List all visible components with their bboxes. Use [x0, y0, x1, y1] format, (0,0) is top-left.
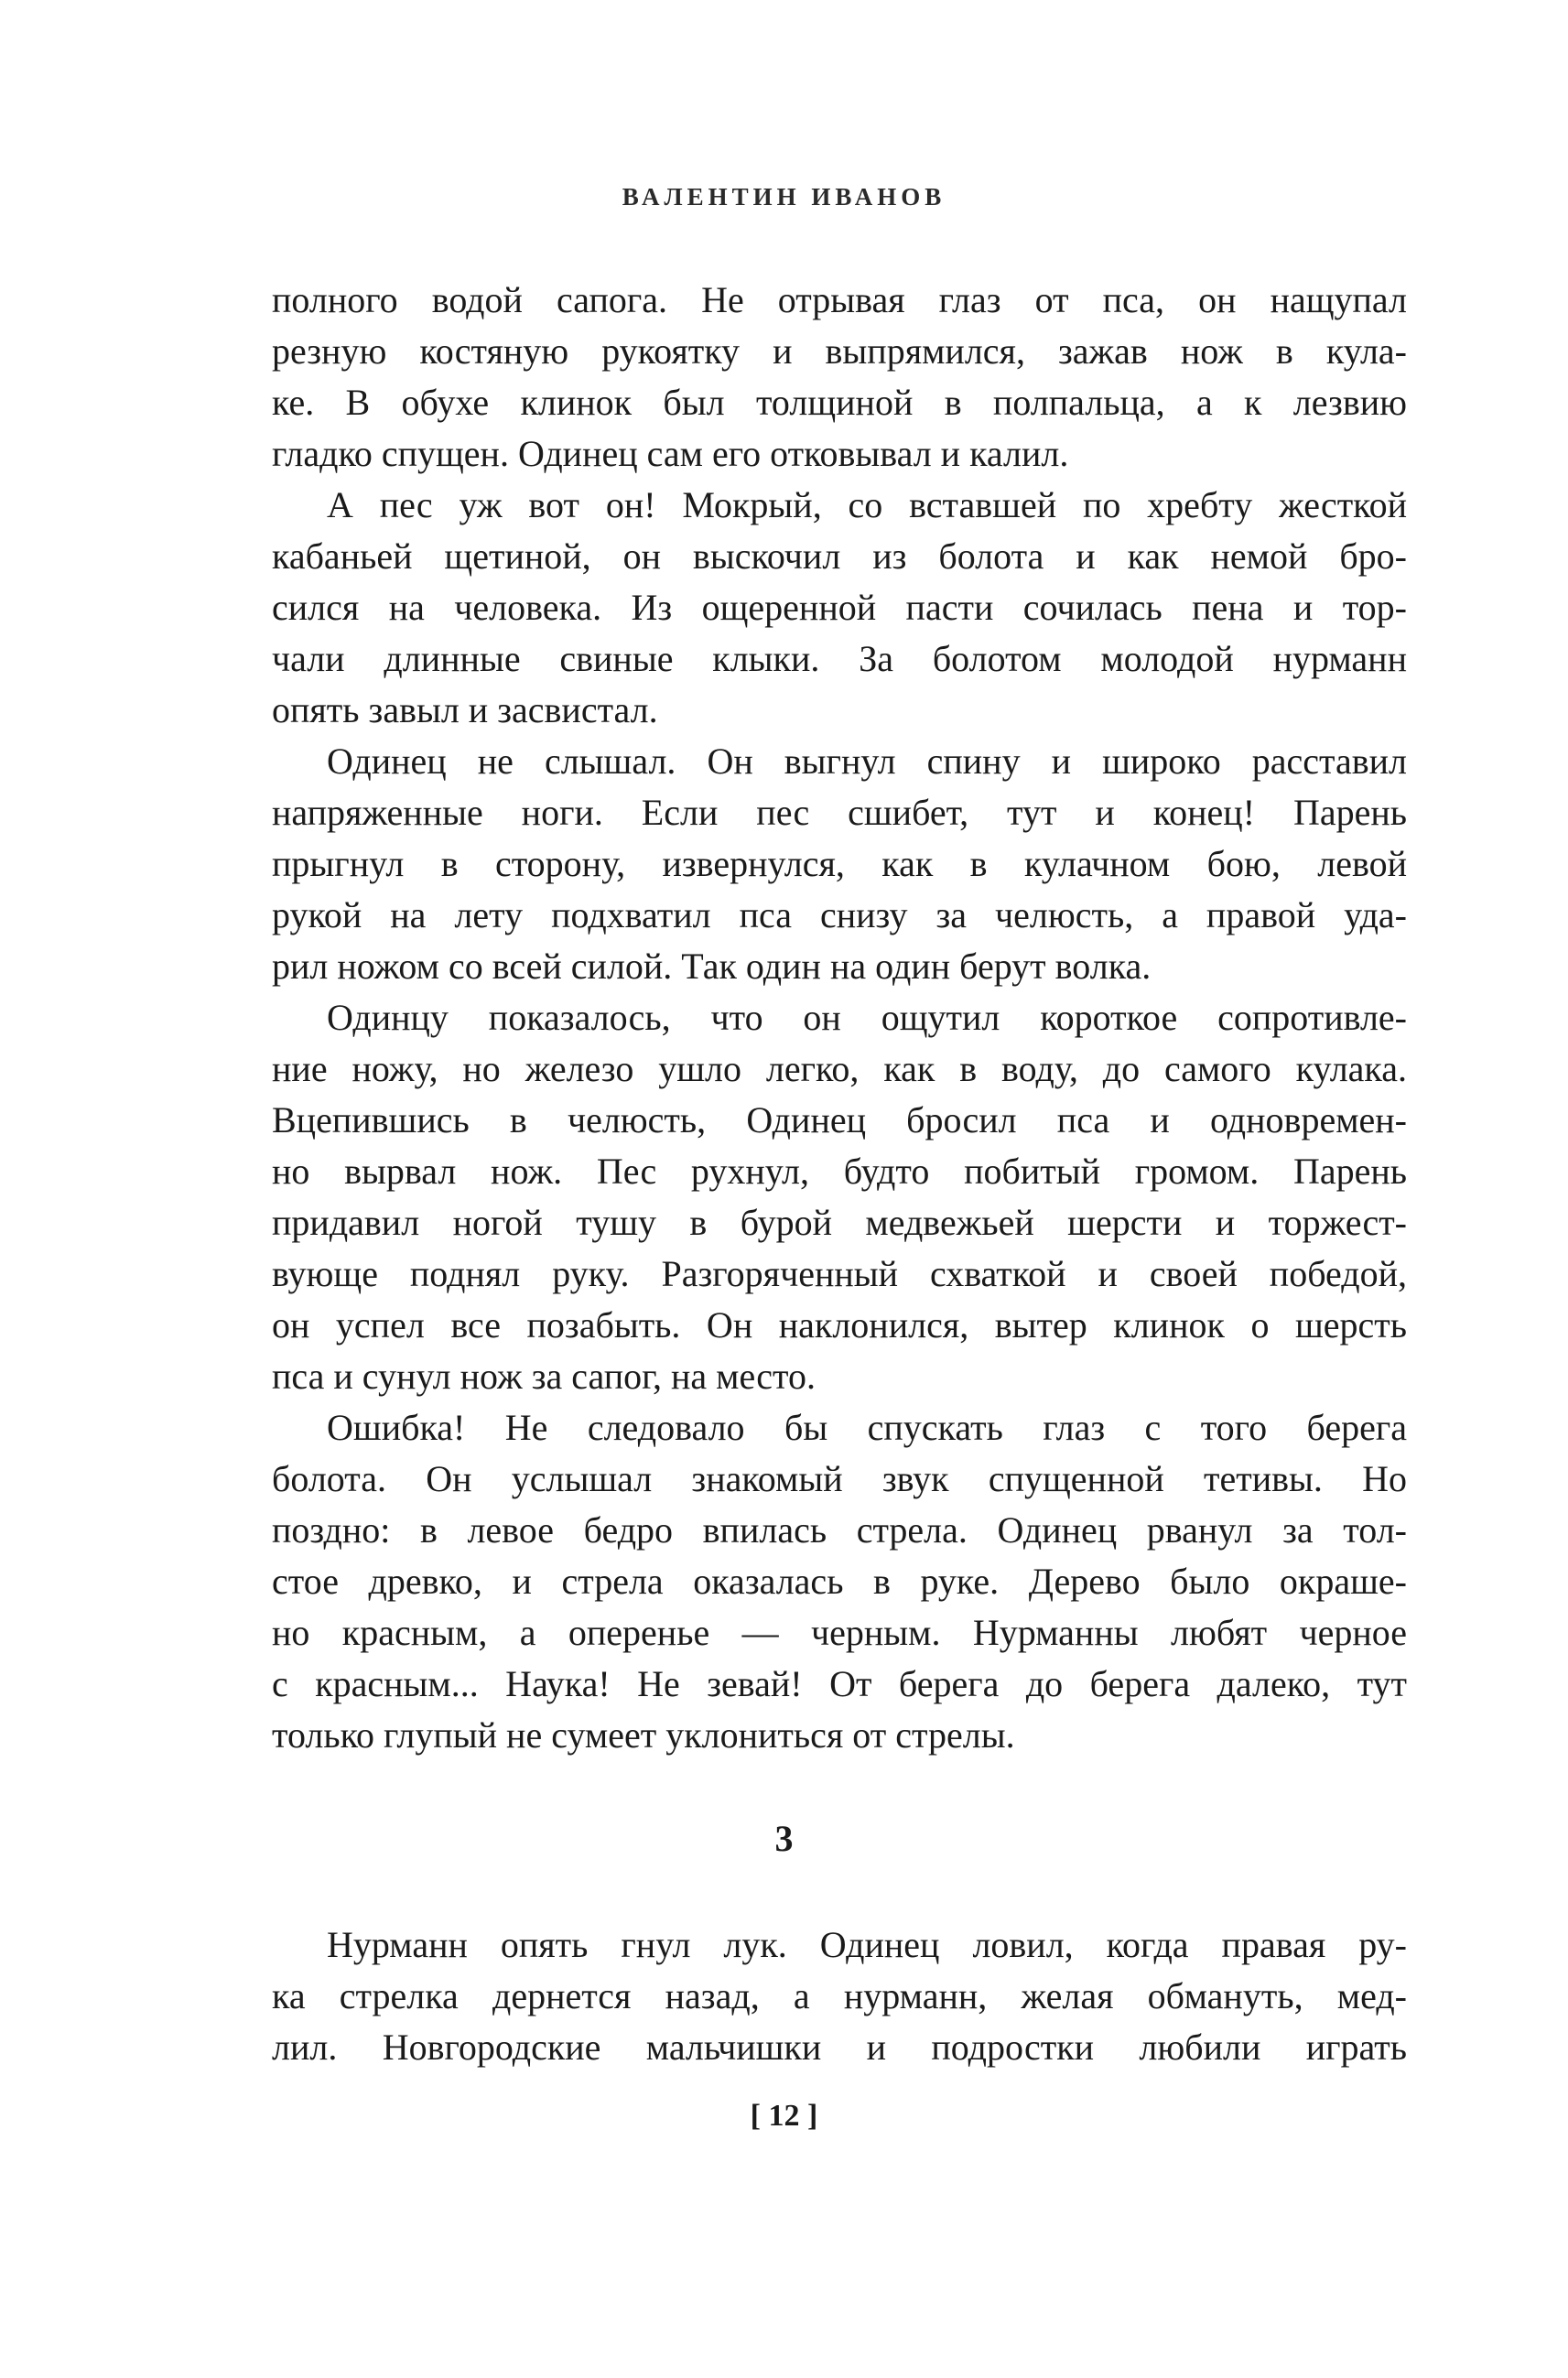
text-line: вующе поднял руку. Разгоряченный схваткой и своей победой,	[272, 1253, 1407, 1294]
text-line: он успел все позабыть. Он наклонился, вытер клинок о шерсть	[272, 1304, 1407, 1346]
text-line: ка стрелка дернется назад, а нурманн, желая обмануть, мед-	[272, 1975, 1407, 2016]
text-line: только глупый не сумеет уклониться от стрелы.	[272, 1714, 1015, 1756]
text-line: полного водой сапога. Не отрывая глаз от пса, он нащупал	[272, 279, 1407, 320]
text-line: Одинец не слышал. Он выгнул спину и широко расставил	[327, 740, 1407, 782]
text-line: рукой на лету подхватил пса снизу за челюсть, а правой уда-	[272, 894, 1407, 935]
text-line: кабаньей щетиной, он выскочил из болота и как немой бро-	[272, 535, 1407, 577]
text-line: но вырвал нож. Пес рухнул, будто побитый громом. Парень	[272, 1151, 1407, 1192]
text-line: рил ножом со всей силой. Так один на один берут волка.	[272, 946, 1152, 987]
page-number: [ 12 ]	[750, 2099, 818, 2133]
text-line: Нурманн опять гнул лук. Одинец ловил, когда правая ру-	[327, 1924, 1407, 1965]
text-line: Одинцу показалось, что он ощутил короткое сопротивле-	[327, 997, 1407, 1038]
text-line: резную костяную рукоятку и выпрямился, зажав нож в кула-	[272, 330, 1407, 372]
chapter-number: 3	[774, 1818, 794, 1859]
text-line: ние ножу, но железо ушло легко, как в воду, до самого кулака.	[272, 1048, 1407, 1089]
paragraph	[272, 480, 1407, 736]
chapter-opening-paragraph	[272, 1919, 1407, 2073]
text-line: с красным... Наука! Не зевай! От берега до берега далеко, тут	[272, 1663, 1407, 1704]
text-line: опять завыл и засвистал.	[272, 689, 658, 730]
text-line: А пес уж вот он! Мокрый, со вставшей по хребту жесткой	[327, 484, 1407, 525]
running-head: ВАЛЕНТИН ИВАНОВ	[622, 183, 946, 211]
text-line: Вцепившись в челюсть, Одинец бросил пса и одновремен-	[272, 1099, 1407, 1140]
text-line: гладко спущен. Одинец сам его отковывал и калил.	[272, 433, 1069, 474]
text-line: лил. Новгородские мальчишки и подростки любили играть	[272, 2027, 1407, 2068]
text-line: Ошибка! Не следовало бы спускать глаз с того берега	[327, 1407, 1407, 1448]
text-line: придавил ногой тушу в бурой медвежьей шерсти и торжест-	[272, 1202, 1407, 1243]
text-line: но красным, а оперенье — черным. Нурманны любят черное	[272, 1612, 1407, 1653]
paragraph	[272, 1402, 1407, 1761]
text-line: стое древко, и стрела оказалась в руке. Дерево было окраше-	[272, 1561, 1407, 1602]
text-line: напряженные ноги. Если пес сшибет, тут и конец! Парень	[272, 792, 1407, 833]
text-line: сился на человека. Из ощеренной пасти сочилась пена и тор-	[272, 587, 1407, 628]
paragraph	[272, 992, 1407, 1402]
text-line: поздно: в левое бедро впилась стрела. Одинец рванул за тол-	[272, 1509, 1407, 1551]
text-line: пса и сунул нож за сапог, на место.	[272, 1356, 816, 1397]
text-line: прыгнул в сторону, извернулся, как в кулачном бою, левой	[272, 843, 1407, 884]
text-line: болота. Он услышал знакомый звук спущенной тетивы. Но	[272, 1458, 1407, 1499]
text-line: чали длинные свиные клыки. За болотом молодой нурманн	[272, 638, 1407, 679]
text-line: ке. В обухе клинок был толщиной в полпальца, а к лезвию	[272, 382, 1407, 423]
body-text	[272, 275, 1407, 1761]
paragraph	[272, 736, 1407, 992]
paragraph	[272, 275, 1407, 480]
